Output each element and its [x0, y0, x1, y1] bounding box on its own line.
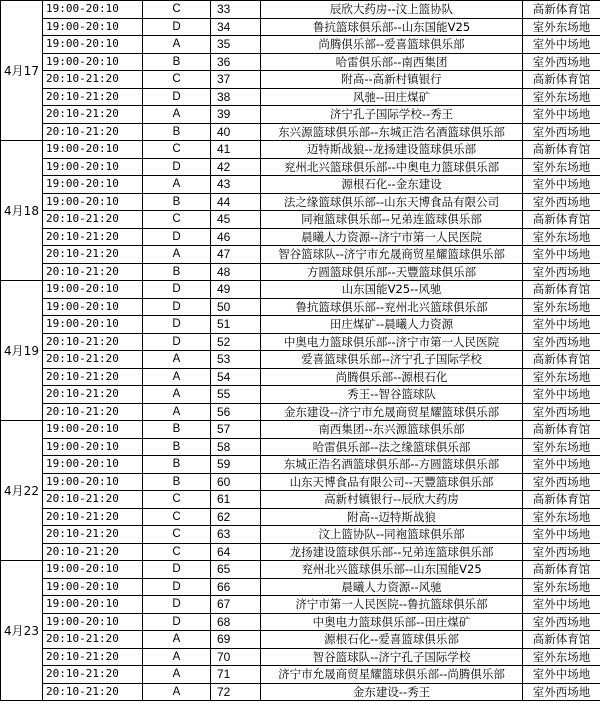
- game-number-cell: 37: [211, 71, 261, 89]
- game-number-cell: 72: [211, 683, 261, 701]
- table-row: [1, 141, 600, 159]
- group-cell: A: [143, 368, 211, 386]
- venue-cell: 室外中场地: [523, 596, 600, 614]
- group-cell: B: [143, 123, 211, 141]
- venue-cell: 室外东场地: [523, 648, 600, 666]
- time-cell: 20:10-21:20: [43, 333, 143, 351]
- group-cell: C: [143, 526, 211, 544]
- time-cell: 20:10-21:20: [43, 491, 143, 509]
- group-cell: A: [143, 106, 211, 124]
- table-row: [1, 578, 600, 596]
- game-number-cell: 48: [211, 263, 261, 281]
- venue-cell: 高新体育馆: [523, 281, 600, 299]
- table-row: [1, 368, 600, 386]
- matchup-cell: 智谷篮球队--济宁市允晟商贸星耀篮球俱乐部: [261, 246, 523, 264]
- matchup-cell: 鲁抗篮球俱乐部--山东国能V25: [261, 18, 523, 36]
- group-cell: C: [143, 1, 211, 19]
- venue-cell: 室外中场地: [523, 246, 600, 264]
- game-number-cell: 44: [211, 193, 261, 211]
- venue-cell: 室外东场地: [523, 368, 600, 386]
- time-cell: 19:00-20:10: [43, 421, 143, 439]
- table-row: [1, 298, 600, 316]
- matchup-cell: 东城正浩名酒篮球俱乐部--方圆篮球俱乐部: [261, 456, 523, 474]
- game-number-cell: 39: [211, 106, 261, 124]
- time-cell: 20:10-21:20: [43, 263, 143, 281]
- venue-cell: 高新体育馆: [523, 141, 600, 159]
- time-cell: 19:00-20:10: [43, 613, 143, 631]
- table-row: [1, 263, 600, 281]
- game-number-cell: 47: [211, 246, 261, 264]
- date-cell: 4月22: [1, 421, 43, 561]
- venue-cell: 室外东场地: [523, 298, 600, 316]
- game-number-cell: 70: [211, 648, 261, 666]
- table-row: [1, 316, 600, 334]
- matchup-cell: 东兴源篮球俱乐部--东城正浩名酒篮球俱乐部: [261, 123, 523, 141]
- table-row: [1, 473, 600, 491]
- venue-cell: 室外西场地: [523, 193, 600, 211]
- group-cell: C: [143, 508, 211, 526]
- matchup-cell: 山东国能V25--风驰: [261, 281, 523, 299]
- time-cell: 20:10-21:20: [43, 666, 143, 684]
- group-cell: B: [143, 438, 211, 456]
- matchup-cell: 高新村镇银行--辰欣大药房: [261, 491, 523, 509]
- date-cell: 4月23: [1, 561, 43, 701]
- time-cell: 19:00-20:10: [43, 176, 143, 194]
- game-number-cell: 36: [211, 53, 261, 71]
- game-number-cell: 35: [211, 36, 261, 54]
- game-number-cell: 33: [211, 1, 261, 19]
- time-cell: 19:00-20:10: [43, 193, 143, 211]
- game-number-cell: 58: [211, 438, 261, 456]
- game-number-cell: 52: [211, 333, 261, 351]
- time-cell: 19:00-20:10: [43, 438, 143, 456]
- matchup-cell: 南西集团--东兴源篮球俱乐部: [261, 421, 523, 439]
- time-cell: 19:00-20:10: [43, 281, 143, 299]
- venue-cell: 室外西场地: [523, 683, 600, 701]
- venue-cell: 高新体育馆: [523, 631, 600, 649]
- group-cell: D: [143, 561, 211, 579]
- venue-cell: 室外西场地: [523, 123, 600, 141]
- matchup-cell: 济宁市允晟商贸星耀篮球俱乐部--尚腾俱乐部: [261, 666, 523, 684]
- matchup-cell: 龙扬建设篮球俱乐部--兄弟连篮球俱乐部: [261, 543, 523, 561]
- group-cell: A: [143, 631, 211, 649]
- matchup-cell: 哈雷俱乐部--法之缘篮球俱乐部: [261, 438, 523, 456]
- time-cell: 19:00-20:10: [43, 596, 143, 614]
- table-row: [1, 456, 600, 474]
- game-number-cell: 43: [211, 176, 261, 194]
- table-row: [1, 18, 600, 36]
- table-row: [1, 596, 600, 614]
- matchup-cell: 山东天博食品有限公司--天豐篮球俱乐部: [261, 473, 523, 491]
- game-number-cell: 66: [211, 578, 261, 596]
- time-cell: 20:10-21:20: [43, 106, 143, 124]
- table-row: [1, 1, 600, 19]
- game-number-cell: 45: [211, 211, 261, 229]
- matchup-cell: 智谷篮球队--济宁孔子国际学校: [261, 648, 523, 666]
- time-cell: 20:10-21:20: [43, 211, 143, 229]
- matchup-cell: 法之缘篮球俱乐部--山东天博食品有限公司: [261, 193, 523, 211]
- game-number-cell: 62: [211, 508, 261, 526]
- matchup-cell: 晨曦人力资源--济宁市第一人民医院: [261, 228, 523, 246]
- time-cell: 19:00-20:10: [43, 473, 143, 491]
- group-cell: D: [143, 281, 211, 299]
- time-cell: 19:00-20:10: [43, 158, 143, 176]
- table-row: [1, 193, 600, 211]
- matchup-cell: 鲁抗篮球俱乐部--兖州北兴篮球俱乐部: [261, 298, 523, 316]
- table-row: [1, 421, 600, 439]
- venue-cell: 室外中场地: [523, 456, 600, 474]
- date-cell: 4月17: [1, 1, 43, 141]
- group-cell: A: [143, 666, 211, 684]
- game-number-cell: 49: [211, 281, 261, 299]
- matchup-cell: 迈特斯战狼--龙扬建设篮球俱乐部: [261, 141, 523, 159]
- group-cell: C: [143, 543, 211, 561]
- table-row: [1, 438, 600, 456]
- group-cell: D: [143, 596, 211, 614]
- matchup-cell: 中奥电力篮球俱乐部--田庄煤矿: [261, 613, 523, 631]
- table-row: [1, 106, 600, 124]
- venue-cell: 高新体育馆: [523, 351, 600, 369]
- group-cell: A: [143, 176, 211, 194]
- time-cell: 19:00-20:10: [43, 298, 143, 316]
- venue-cell: 高新体育馆: [523, 71, 600, 89]
- table-row: [1, 246, 600, 264]
- time-cell: 20:10-21:20: [43, 246, 143, 264]
- matchup-cell: 同袍篮球俱乐部--兄弟连篮球俱乐部: [261, 211, 523, 229]
- game-number-cell: 65: [211, 561, 261, 579]
- venue-cell: 高新体育馆: [523, 1, 600, 19]
- time-cell: 19:00-20:10: [43, 561, 143, 579]
- group-cell: D: [143, 613, 211, 631]
- table-row: [1, 631, 600, 649]
- group-cell: B: [143, 456, 211, 474]
- venue-cell: 室外西场地: [523, 263, 600, 281]
- venue-cell: 室外西场地: [523, 543, 600, 561]
- group-cell: B: [143, 421, 211, 439]
- venue-cell: 室外东场地: [523, 228, 600, 246]
- venue-cell: 高新体育馆: [523, 491, 600, 509]
- game-number-cell: 56: [211, 403, 261, 421]
- group-cell: A: [143, 386, 211, 404]
- time-cell: 20:10-21:20: [43, 631, 143, 649]
- table-row: [1, 561, 600, 579]
- matchup-cell: 尚腾俱乐部--源根石化: [261, 368, 523, 386]
- table-row: [1, 683, 600, 701]
- venue-cell: 室外西场地: [523, 333, 600, 351]
- table-row: [1, 333, 600, 351]
- table-row: [1, 88, 600, 106]
- table-row: [1, 491, 600, 509]
- matchup-cell: 兖州北兴篮球俱乐部--中奥电力篮球俱乐部: [261, 158, 523, 176]
- group-cell: C: [143, 491, 211, 509]
- venue-cell: 室外东场地: [523, 18, 600, 36]
- venue-cell: 室外西场地: [523, 613, 600, 631]
- game-number-cell: 71: [211, 666, 261, 684]
- table-row: [1, 526, 600, 544]
- time-cell: 20:10-21:20: [43, 683, 143, 701]
- time-cell: 20:10-21:20: [43, 351, 143, 369]
- time-cell: 19:00-20:10: [43, 578, 143, 596]
- table-row: [1, 613, 600, 631]
- game-number-cell: 63: [211, 526, 261, 544]
- matchup-cell: 金东建设--济宁市允晟商贸星耀篮球俱乐部: [261, 403, 523, 421]
- table-row: [1, 666, 600, 684]
- game-number-cell: 54: [211, 368, 261, 386]
- group-cell: C: [143, 71, 211, 89]
- matchup-cell: 晨曦人力资源--风驰: [261, 578, 523, 596]
- venue-cell: 室外西场地: [523, 403, 600, 421]
- matchup-cell: 爱喜篮球俱乐部--济宁孔子国际学校: [261, 351, 523, 369]
- venue-cell: 室外东场地: [523, 508, 600, 526]
- table-row: [1, 403, 600, 421]
- time-cell: 20:10-21:20: [43, 123, 143, 141]
- venue-cell: 室外西场地: [523, 53, 600, 71]
- time-cell: 20:10-21:20: [43, 228, 143, 246]
- venue-cell: 高新体育馆: [523, 421, 600, 439]
- time-cell: 19:00-20:10: [43, 456, 143, 474]
- time-cell: 19:00-20:10: [43, 141, 143, 159]
- matchup-cell: 济宁孔子国际学校--秀王: [261, 106, 523, 124]
- venue-cell: 室外中场地: [523, 106, 600, 124]
- time-cell: 20:10-21:20: [43, 403, 143, 421]
- matchup-cell: 风驰--田庄煤矿: [261, 88, 523, 106]
- group-cell: A: [143, 36, 211, 54]
- game-number-cell: 60: [211, 473, 261, 491]
- matchup-cell: 源根石化--金东建设: [261, 176, 523, 194]
- group-cell: A: [143, 648, 211, 666]
- group-cell: D: [143, 333, 211, 351]
- game-number-cell: 61: [211, 491, 261, 509]
- group-cell: A: [143, 246, 211, 264]
- venue-cell: 室外东场地: [523, 578, 600, 596]
- matchup-cell: 附高--迈特斯战狼: [261, 508, 523, 526]
- venue-cell: 室外东场地: [523, 88, 600, 106]
- venue-cell: 室外中场地: [523, 526, 600, 544]
- group-cell: C: [143, 141, 211, 159]
- matchup-cell: 尚腾俱乐部--爱喜篮球俱乐部: [261, 36, 523, 54]
- group-cell: C: [143, 211, 211, 229]
- game-number-cell: 55: [211, 386, 261, 404]
- table-row: [1, 211, 600, 229]
- table-row: [1, 158, 600, 176]
- group-cell: A: [143, 351, 211, 369]
- game-number-cell: 42: [211, 158, 261, 176]
- group-cell: D: [143, 158, 211, 176]
- venue-cell: 室外中场地: [523, 316, 600, 334]
- game-number-cell: 40: [211, 123, 261, 141]
- schedule-body: [1, 1, 600, 701]
- time-cell: 19:00-20:10: [43, 36, 143, 54]
- table-row: [1, 543, 600, 561]
- table-row: [1, 281, 600, 299]
- group-cell: B: [143, 263, 211, 281]
- date-cell: 4月19: [1, 281, 43, 421]
- game-number-cell: 53: [211, 351, 261, 369]
- venue-cell: 室外东场地: [523, 158, 600, 176]
- group-cell: B: [143, 53, 211, 71]
- time-cell: 20:10-21:20: [43, 71, 143, 89]
- time-cell: 19:00-20:10: [43, 1, 143, 19]
- table-row: [1, 228, 600, 246]
- time-cell: 20:10-21:20: [43, 508, 143, 526]
- matchup-cell: 汶上篮协队--同袍篮球俱乐部: [261, 526, 523, 544]
- table-row: [1, 71, 600, 89]
- group-cell: D: [143, 18, 211, 36]
- group-cell: D: [143, 88, 211, 106]
- group-cell: D: [143, 578, 211, 596]
- matchup-cell: 田庄煤矿--晨曦人力资源: [261, 316, 523, 334]
- game-number-cell: 57: [211, 421, 261, 439]
- game-number-cell: 69: [211, 631, 261, 649]
- table-row: [1, 53, 600, 71]
- matchup-cell: 辰欣大药房--汶上篮协队: [261, 1, 523, 19]
- date-cell: 4月18: [1, 141, 43, 281]
- table-row: [1, 351, 600, 369]
- time-cell: 20:10-21:20: [43, 88, 143, 106]
- game-number-cell: 68: [211, 613, 261, 631]
- group-cell: D: [143, 298, 211, 316]
- group-cell: A: [143, 403, 211, 421]
- time-cell: 19:00-20:10: [43, 316, 143, 334]
- time-cell: 19:00-20:10: [43, 18, 143, 36]
- matchup-cell: 金东建设--秀王: [261, 683, 523, 701]
- matchup-cell: 方圆篮球俱乐部--天豐篮球俱乐部: [261, 263, 523, 281]
- time-cell: 20:10-21:20: [43, 543, 143, 561]
- group-cell: D: [143, 316, 211, 334]
- table-row: [1, 386, 600, 404]
- venue-cell: 室外中场地: [523, 176, 600, 194]
- game-number-cell: 67: [211, 596, 261, 614]
- matchup-cell: 兖州北兴篮球俱乐部--山东国能V25: [261, 561, 523, 579]
- table-row: [1, 123, 600, 141]
- group-cell: B: [143, 473, 211, 491]
- group-cell: D: [143, 228, 211, 246]
- time-cell: 20:10-21:20: [43, 526, 143, 544]
- game-number-cell: 46: [211, 228, 261, 246]
- table-row: [1, 176, 600, 194]
- venue-cell: 室外东场地: [523, 438, 600, 456]
- game-number-cell: 50: [211, 298, 261, 316]
- venue-cell: 室外中场地: [523, 36, 600, 54]
- venue-cell: 室外西场地: [523, 473, 600, 491]
- game-number-cell: 34: [211, 18, 261, 36]
- game-number-cell: 59: [211, 456, 261, 474]
- table-row: [1, 648, 600, 666]
- time-cell: 20:10-21:20: [43, 386, 143, 404]
- venue-cell: 室外中场地: [523, 666, 600, 684]
- time-cell: 20:10-21:20: [43, 648, 143, 666]
- venue-cell: 高新体育馆: [523, 561, 600, 579]
- table-row: [1, 36, 600, 54]
- game-number-cell: 41: [211, 141, 261, 159]
- game-number-cell: 64: [211, 543, 261, 561]
- matchup-cell: 附高--高新村镇银行: [261, 71, 523, 89]
- venue-cell: 高新体育馆: [523, 211, 600, 229]
- game-number-cell: 51: [211, 316, 261, 334]
- group-cell: B: [143, 193, 211, 211]
- group-cell: A: [143, 683, 211, 701]
- matchup-cell: 哈雷俱乐部--南西集团: [261, 53, 523, 71]
- matchup-cell: 济宁市第一人民医院--鲁抗篮球俱乐部: [261, 596, 523, 614]
- table-row: [1, 508, 600, 526]
- game-number-cell: 38: [211, 88, 261, 106]
- venue-cell: 室外中场地: [523, 386, 600, 404]
- time-cell: 19:00-20:10: [43, 53, 143, 71]
- time-cell: 20:10-21:20: [43, 368, 143, 386]
- matchup-cell: 中奥电力篮球俱乐部--济宁市第一人民医院: [261, 333, 523, 351]
- matchup-cell: 秀王--智谷篮球队: [261, 386, 523, 404]
- matchup-cell: 源根石化--爱喜篮球俱乐部: [261, 631, 523, 649]
